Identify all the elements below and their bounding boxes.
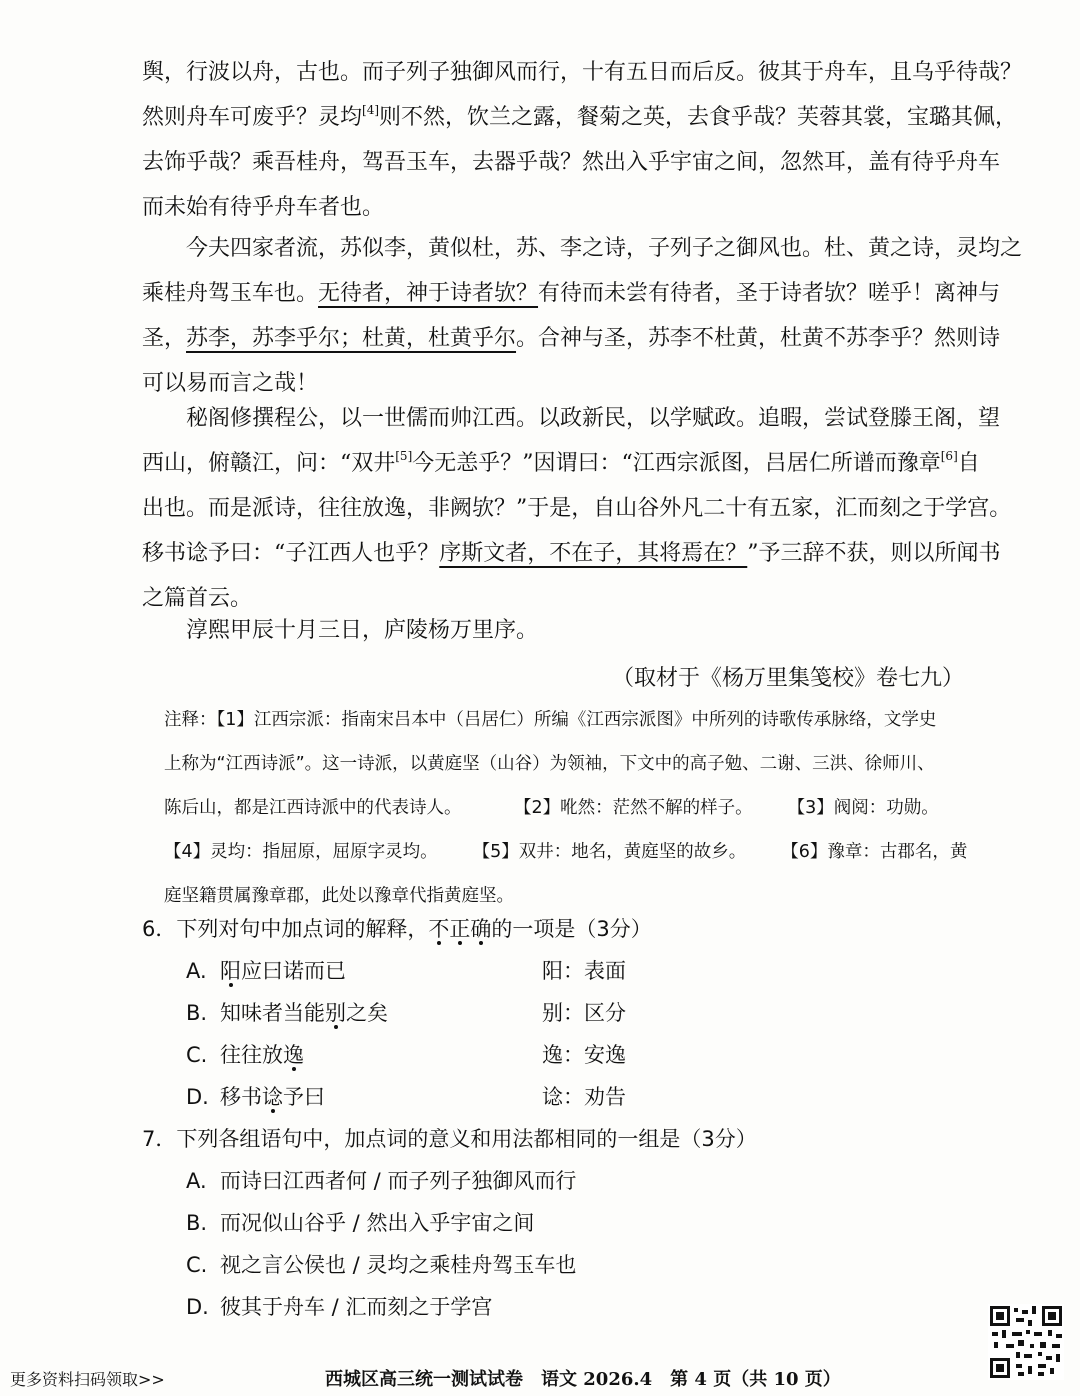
underlined-sentence: 序斯文者，不在子，其将焉在？ xyxy=(439,541,748,566)
option-c: C. 往往放逸 逸：安逸 xyxy=(142,1034,1022,1076)
note-mark: [4] xyxy=(362,103,380,117)
question-stem: 7．下列各组语句中，加点词的意义和用法都相同的一组是（3分） xyxy=(142,1127,757,1151)
option-answer: 逸：安逸 xyxy=(542,1043,626,1067)
text-line: 去饰乎哉？乘吾桂舟，驾吾玉车，去器乎哉？然出入乎宇宙之间，忽然耳，盖有待乎舟车 xyxy=(142,150,1001,175)
passage-signature xyxy=(142,608,1012,653)
option-a: A. 阳应曰诺而已 阳：表面 xyxy=(142,950,1022,992)
question-6 xyxy=(142,908,1022,1118)
underlined-sentence: 苏李，苏李乎尔；杜黄，杜黄乎尔 xyxy=(186,326,517,351)
option-b: B. 知味者当能别之矣 别：区分 xyxy=(142,992,1022,1034)
dotted-word: 别 xyxy=(325,1001,346,1025)
text-line: 今夫四家者流，苏似李，黄似杜，苏、李之诗，子列子之御风也。杜、黄之诗，灵均之 xyxy=(186,236,1023,261)
note-line: 上称为“江西诗派”。这一诗派，以黄庭坚（山谷）为领袖，下文中的高子勉、二谢、三洪、徐师川、 xyxy=(164,754,935,774)
question-7 xyxy=(142,1118,1022,1328)
text-line: 可以易而言之哉！ xyxy=(142,371,319,396)
option-b: B. 而况似山谷乎 / 然出入乎宇宙之间 xyxy=(186,1211,535,1235)
passage-paragraph-3 xyxy=(142,396,1012,621)
note-mark: [5] xyxy=(395,449,413,463)
text-line: 淳熙甲辰十月三日，庐陵杨万里序。 xyxy=(186,618,539,643)
source-citation: （取材于《杨万里集笺校》卷七九） xyxy=(612,666,965,691)
footer-scan-prompt[interactable]: 更多资料扫码领取>> xyxy=(10,1370,165,1389)
dotted-word: 逸 xyxy=(283,1043,304,1067)
annotations xyxy=(164,698,1014,918)
text-line: 之篇首云。 xyxy=(142,586,253,611)
text-line: 移书谂予曰：“子江西人也乎？序斯文者，不在子，其将焉在？”予三辞不获，则以所闻书 xyxy=(142,541,1001,566)
text-line: 圣，苏李，苏李乎尔；杜黄，杜黄乎尔。合神与圣，苏李不杜黄，杜黄不苏李乎？然则诗 xyxy=(142,326,1001,351)
option-answer: 谂：劝告 xyxy=(542,1085,626,1109)
footer-page-info: 西城区高三统一测试试卷 语文 2026.4 第 4 页（共 10 页） xyxy=(325,1369,841,1390)
dotted-word: 谂 xyxy=(262,1085,283,1109)
text-line: 乘桂舟驾玉车也。无待者，神于诗者欤？有待而未尝有待者，圣于诗者欤？嗟乎！离神与 xyxy=(142,281,1001,306)
emphasis-not-correct: 不正确 xyxy=(428,917,492,941)
qr-code-icon[interactable] xyxy=(988,1304,1064,1380)
option-answer: 阳：表面 xyxy=(542,959,626,983)
text-line: 而未始有待乎舟车者也。 xyxy=(142,195,385,220)
underlined-sentence: 无待者，神于诗者欤？ xyxy=(318,281,539,306)
text-line: 出也。而是派诗，往往放逸，非阙欤？”于是，自山谷外凡二十有五家，汇而刻之于学宫。 xyxy=(142,496,1012,521)
option-a: A. 而诗曰江西者何 / 而子列子独御风而行 xyxy=(186,1169,577,1193)
option-c: C. 视之言公侯也 / 灵均之乘桂舟驾玉车也 xyxy=(186,1253,577,1277)
text-line: 秘阁修撰程公，以一世儒而帅江西。以政新民，以学赋政。追暇，尝试登滕王阁，望 xyxy=(186,406,1001,431)
text-line: 舆，行波以舟，古也。而子列子独御风而行，十有五日而后反。彼其于舟车，且乌乎待哉？ xyxy=(142,60,1023,85)
note-line: 【4】灵均：指屈原，屈原字灵均。 【5】双井：地名，黄庭坚的故乡。 【6】豫章：古郡名，黄 xyxy=(164,842,968,862)
note-mark: [6] xyxy=(940,449,958,463)
passage-paragraph-2 xyxy=(142,226,1023,406)
dotted-word: 阳 xyxy=(220,959,241,983)
option-d: D. 移书谂予曰 谂：劝告 xyxy=(142,1076,1022,1118)
question-stem: 6．下列对句中加点词的解释，不正确的一项是（3分） xyxy=(142,917,652,941)
text-line: 西山，俯赣江，问：“双井[5]今无恙乎？”因谓曰：“江西宗派图，吕居仁所谱而豫章[6]自 xyxy=(142,449,980,476)
option-answer: 别：区分 xyxy=(542,1001,626,1025)
note-line: 注释：【1】江西宗派：指南宋吕本中（吕居仁）所编《江西宗派图》中所列的诗歌传承脉络，文学史 xyxy=(164,710,937,730)
text-line: 然则舟车可废乎？灵均[4]则不然，饮兰之露，餐菊之英，去食乎哉？芙蓉其裳，宝璐其佩， xyxy=(142,103,1018,130)
note-line: 陈后山，都是江西诗派中的代表诗人。 【2】吪然：茫然不解的样子。 【3】阀阅：功勋。 xyxy=(164,798,939,818)
note-line: 庭坚籍贯属豫章郡，此处以豫章代指黄庭坚。 xyxy=(164,886,514,906)
passage-paragraph-1 xyxy=(142,50,1023,230)
option-d: D. 彼其于舟车 / 汇而刻之于学宫 xyxy=(186,1295,493,1319)
